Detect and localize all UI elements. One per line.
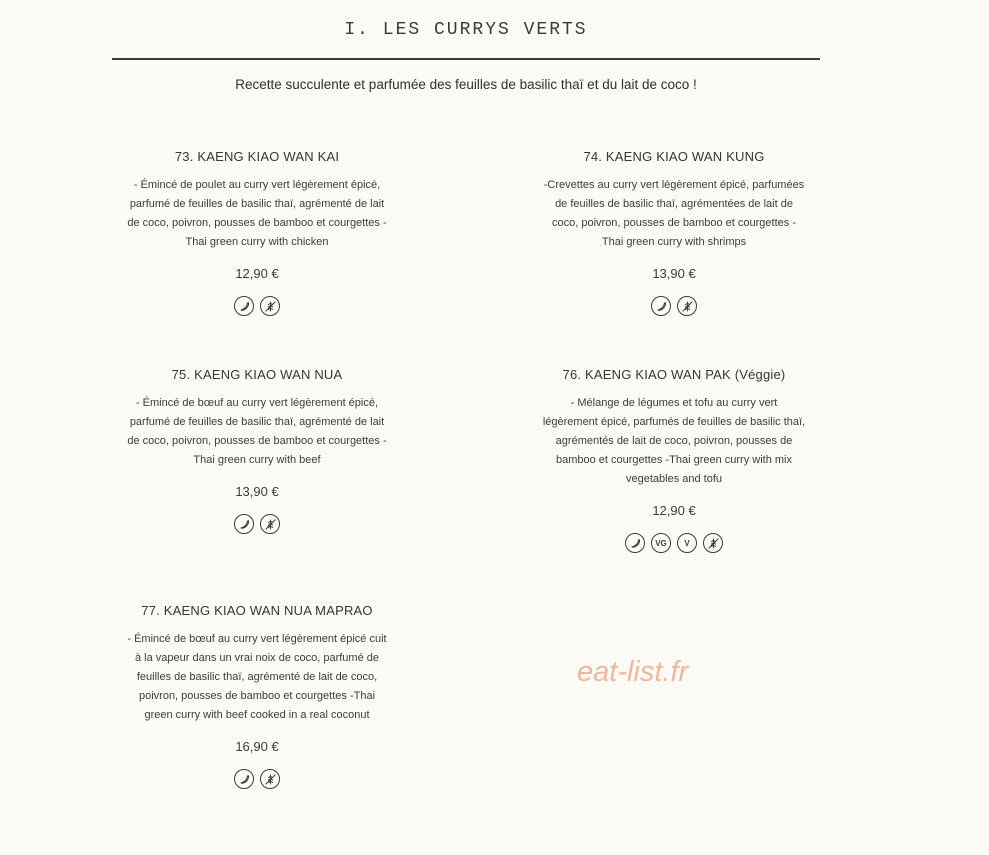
dish-price: 12,90 € xyxy=(235,266,279,281)
desc-line: green curry with beef cooked in a real coconut xyxy=(144,709,370,721)
dish-price: 16,90 € xyxy=(235,739,279,754)
watermark: eat-list.fr xyxy=(577,656,689,688)
desc-line: bamboo et courgettes -Thai green curry with mix xyxy=(556,454,792,466)
dish-description xyxy=(107,394,407,470)
desc-line: de feuilles de basilic thaï, agrémentées de lait de xyxy=(555,198,793,210)
dish-name: 76. KAENG KIAO WAN PAK (Véggie) xyxy=(562,367,786,382)
chili-icon xyxy=(625,533,645,553)
section-title: I. LES CURRYS VERTS xyxy=(344,20,588,40)
gluten-free-icon xyxy=(260,296,280,316)
desc-line: parfumé de feuilles de basilic thaï, agrémenté de lait xyxy=(129,198,385,210)
desc-line: Thai green curry with beef xyxy=(193,454,321,466)
section-subtitle: Recette succulente et parfumée des feuilles de basilic thaï et du lait de coco ! xyxy=(235,77,697,92)
title-divider xyxy=(112,58,820,60)
desc-line: à la vapeur dans un vrai noix de coco, parfumé de xyxy=(135,652,379,664)
vegetarian-label: V xyxy=(684,538,690,548)
chili-icon xyxy=(234,514,254,534)
desc-line: - Mélange de légumes et tofu au curry vert xyxy=(570,397,778,409)
dish-description xyxy=(107,176,407,252)
gluten-free-icon xyxy=(260,514,280,534)
dish-price: 13,90 € xyxy=(652,266,696,281)
menu-item xyxy=(107,367,407,534)
desc-line: de coco, poivron, pousses de bamboo et courgettes - xyxy=(127,217,387,229)
desc-line: - Émincé de bœuf au curry vert légèrement épicé, xyxy=(135,397,379,409)
desc-line: -Crevettes au curry vert légèrement épicé, parfumées xyxy=(543,179,805,191)
desc-line: poivron, pousses de bamboo et courgettes -Thai xyxy=(138,690,376,702)
dish-description xyxy=(107,630,407,725)
desc-line: - Émincé de bœuf au curry vert légèrement épicé cuit xyxy=(127,633,387,645)
dish-badges xyxy=(107,514,407,534)
dish-name: 74. KAENG KIAO WAN KUNG xyxy=(583,149,765,164)
desc-line: agrémentés de lait de coco, poivron, pousses de xyxy=(555,435,793,447)
chili-icon xyxy=(234,769,254,789)
menu-item xyxy=(524,149,824,316)
dish-description xyxy=(524,394,824,489)
dish-name: 77. KAENG KIAO WAN NUA MAPRAO xyxy=(141,603,373,618)
vegan-icon xyxy=(651,533,671,553)
dish-badges xyxy=(107,769,407,789)
dish-name: 73. KAENG KIAO WAN KAI xyxy=(174,149,340,164)
gluten-free-icon xyxy=(677,296,697,316)
gluten-free-icon xyxy=(703,533,723,553)
chili-icon xyxy=(234,296,254,316)
desc-line: Thai green curry with shrimps xyxy=(601,236,747,248)
chili-icon xyxy=(651,296,671,316)
dish-badges xyxy=(107,296,407,316)
desc-line: coco, poivron, pousses de bamboo et courgettes - xyxy=(552,217,796,229)
dish-name: 75. KAENG KIAO WAN NUA xyxy=(171,367,343,382)
gluten-free-icon xyxy=(260,769,280,789)
dish-badges xyxy=(524,296,824,316)
desc-line: de coco, poivron, pousses de bamboo et courgettes - xyxy=(127,435,387,447)
vegetarian-icon xyxy=(677,533,697,553)
menu-item xyxy=(107,149,407,316)
dish-description xyxy=(524,176,824,252)
menu-item xyxy=(524,367,824,553)
desc-line: légèrement épicé, parfumés de feuilles de basilic thaï, xyxy=(542,416,806,428)
vegan-label: VG xyxy=(655,538,667,548)
dish-price: 13,90 € xyxy=(235,484,279,499)
dish-badges xyxy=(524,533,824,553)
desc-line: parfumé de feuilles de basilic thaï, agrémenté de lait xyxy=(129,416,385,428)
desc-line: - Émincé de poulet au curry vert légèrement épicé, xyxy=(133,179,381,191)
desc-line: Thai green curry with chicken xyxy=(185,236,329,248)
desc-line: vegetables and tofu xyxy=(625,473,723,485)
dish-price: 12,90 € xyxy=(652,503,696,518)
desc-line: feuilles de basilic thaï, agrémenté de lait de coco, xyxy=(136,671,378,683)
menu-item xyxy=(107,603,407,789)
